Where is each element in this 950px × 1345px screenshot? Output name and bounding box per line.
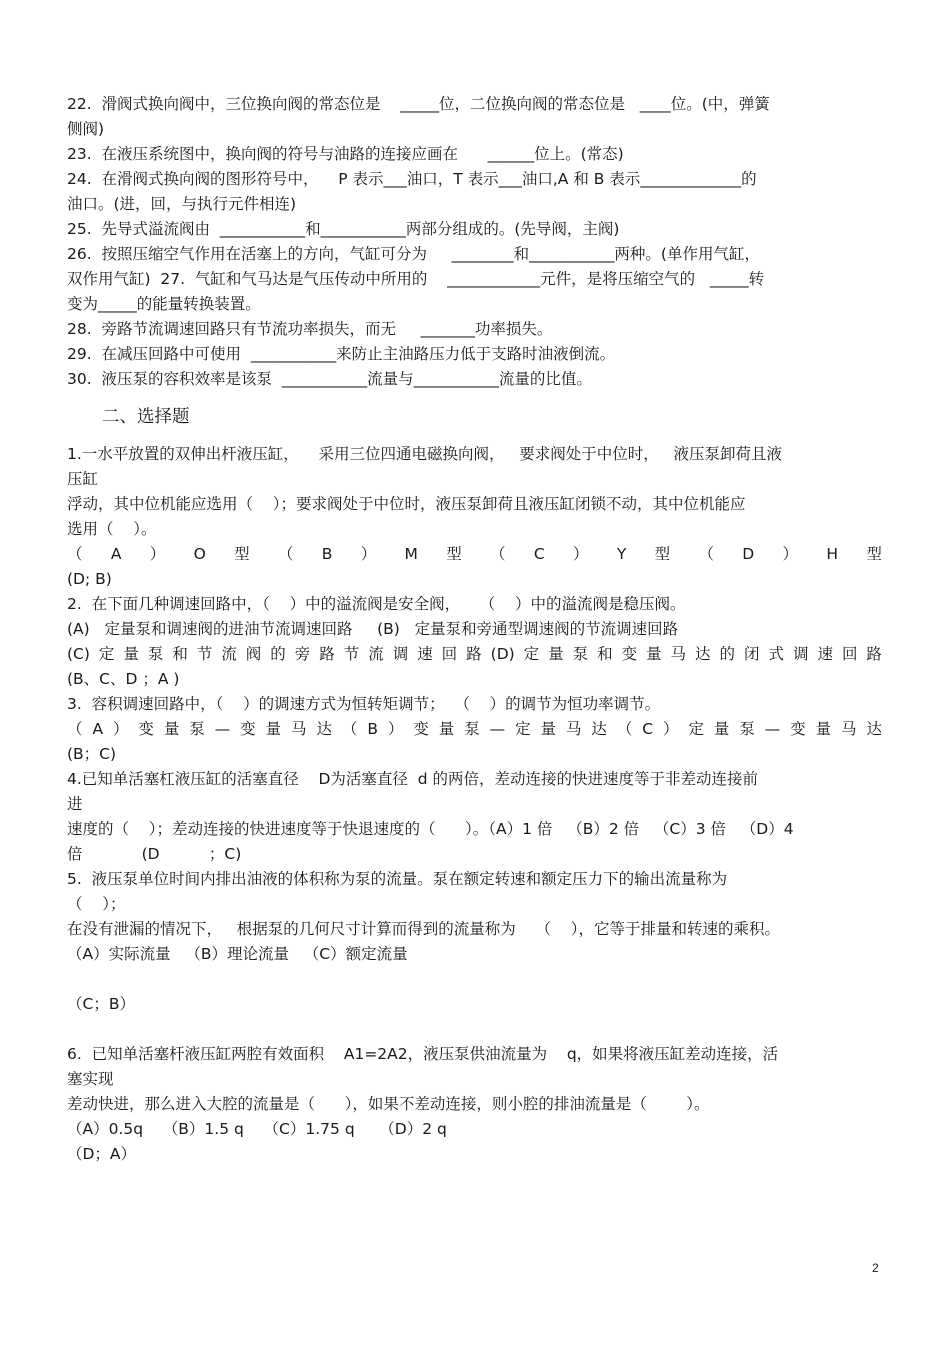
q3-token: 达 bbox=[866, 720, 882, 738]
q5-answer: （C；B） bbox=[67, 995, 135, 1013]
q2-token: 式 bbox=[768, 645, 784, 663]
section-heading: 二、选择题 bbox=[102, 407, 190, 427]
q6-line1: 6. 已知单活塞杆液压缸两腔有效面积 A1=2A2，液压泵供油流量为 q，如果将液压缸差动连接，活 bbox=[67, 1045, 779, 1063]
q2-token: 旁 bbox=[294, 645, 311, 663]
q1-line2: 压缸 bbox=[67, 470, 99, 488]
q24-line1: 24. 在滑阀式换向阀的图形符号中， P 表示___油口，T 表示___油口,A 和 B 表示_____________的 bbox=[67, 170, 757, 188]
q3-token: （ bbox=[341, 720, 358, 738]
q1-opt-token: M bbox=[404, 545, 418, 563]
q3-token: 量 bbox=[265, 720, 282, 738]
q2-token: 定 bbox=[98, 645, 115, 663]
q3-token: 泵 bbox=[464, 720, 480, 738]
q2-token: 调 bbox=[392, 645, 409, 663]
q4-line3: 速度的（ ）；差动连接的快进速度等于快退速度的（ ）。（A）1 倍 （B）2 倍 （C）3 倍 （D）4 bbox=[67, 820, 794, 838]
q2-token: 速 bbox=[817, 645, 833, 663]
q3-options bbox=[67, 718, 882, 740]
page-number: 2 bbox=[872, 1261, 879, 1275]
q2-line1: 2. 在下面几种调速回路中，（ ）中的溢流阀是安全阀， （ ）中的溢流阀是稳压阀。 bbox=[67, 595, 686, 613]
q2-token: 回 bbox=[841, 645, 858, 663]
q4-line2: 进 bbox=[67, 795, 83, 813]
q28-line1: 28. 旁路节流调速回路只有节流功率损失，而无 _______功率损失。 bbox=[67, 320, 553, 338]
q4-line1: 4.已知单活塞杠液压缸的活塞直径 D为活塞直径 d 的两倍，差动连接的快进速度等于非差动连接前 bbox=[67, 770, 759, 788]
q2-token: 量 bbox=[646, 645, 662, 663]
q3-token: — bbox=[764, 720, 781, 738]
q1-opt-token: （ bbox=[67, 545, 83, 563]
q2-token: 定 bbox=[523, 645, 540, 663]
q1-opt-token: A bbox=[110, 545, 122, 563]
q3-token: （ bbox=[616, 720, 633, 738]
q1-line3: 浮动，其中位机能应选用（ ）；要求阀处于中位时，液压泵卸荷且液压缸闭锁不动，其中位机能应 bbox=[67, 495, 746, 513]
q3-token: 变 bbox=[790, 720, 806, 738]
q1-opt-token: 型 bbox=[446, 545, 462, 563]
q25-line1: 25. 先导式溢流阀由 ___________和___________两部分组成的。(先导阀，主阀) bbox=[67, 220, 620, 238]
q2-token: 的 bbox=[270, 645, 286, 663]
q1-answer: (D; B) bbox=[67, 570, 112, 588]
q1-opt-token: （ bbox=[277, 545, 294, 563]
q3-token: ） bbox=[112, 720, 129, 738]
q1-opt-token: ） bbox=[149, 545, 166, 563]
q3-token: （ bbox=[67, 720, 83, 738]
q2-token: 阀 bbox=[245, 645, 262, 663]
q3-token: 定 bbox=[515, 720, 531, 738]
q3-token: — bbox=[214, 720, 231, 738]
q2-token: 马 bbox=[670, 645, 687, 663]
q1-opt-token: 型 bbox=[654, 545, 671, 563]
q3-token: B bbox=[367, 720, 378, 738]
q1-opt-token: （ bbox=[490, 545, 506, 563]
q2-token: 回 bbox=[441, 645, 458, 663]
q1-opt-token: ） bbox=[573, 545, 589, 563]
q3-token: ） bbox=[663, 720, 679, 738]
q5-line2: （ ）； bbox=[67, 895, 126, 913]
q3-token: 定 bbox=[688, 720, 704, 738]
q2-token: 闭 bbox=[744, 645, 760, 663]
q2-token: 调 bbox=[792, 645, 809, 663]
q1-opt-token: ） bbox=[782, 545, 799, 563]
q3-token: 变 bbox=[240, 720, 256, 738]
q2-token: 量 bbox=[548, 645, 564, 663]
q3-token: 量 bbox=[163, 720, 180, 738]
q2-token: 泵 bbox=[572, 645, 589, 663]
q3-token: 达 bbox=[591, 720, 607, 738]
q4-line4: 倍 (D ；C) bbox=[67, 845, 242, 863]
q26-line2: 双作用气缸) 27. 气缸和气马达是气压传动中所用的 ____________元件，是将压缩空气的 _____转 bbox=[67, 270, 765, 288]
q3-token: 马 bbox=[565, 720, 582, 738]
q29-line1: 29. 在减压回路中可使用 ___________来防止主油路压力低于支路时油液倒流。 bbox=[67, 345, 616, 363]
q2-token: 的 bbox=[719, 645, 736, 663]
q6-line4: （A）0.5q （B）1.5 q （C）1.75 q （D）2 q bbox=[67, 1120, 447, 1138]
q1-opt-token: 型 bbox=[234, 545, 250, 563]
q1-opt-token: B bbox=[321, 545, 333, 563]
q2-answer: (B、C、D ；A ) bbox=[67, 670, 180, 688]
q3-token: 马 bbox=[291, 720, 307, 738]
q1-opt-token: 型 bbox=[866, 545, 882, 563]
q3-token: 量 bbox=[713, 720, 730, 738]
q1-line1: 1.一水平放置的双伸出杆液压缸， 采用三位四通电磁换向阀， 要求阀处于中位时， 液压泵卸荷且液 bbox=[67, 445, 783, 463]
q1-opt-token: O bbox=[193, 545, 206, 563]
q30-line1: 30. 液压泵的容积效率是该泵 ___________流量与___________流量的比值。 bbox=[67, 370, 592, 388]
q3-token: — bbox=[489, 720, 506, 738]
q24-line2: 油口。(进，回，与执行元件相连) bbox=[67, 195, 297, 213]
q2-token: 和 bbox=[172, 645, 188, 663]
q2-token: (D) bbox=[490, 645, 515, 663]
q23-line1: 23. 在液压系统图中，换向阀的符号与油路的连接应画在 ______位上。(常态) bbox=[67, 145, 624, 163]
q2-token: 流 bbox=[368, 645, 384, 663]
q1-opt-token: D bbox=[742, 545, 755, 563]
q3-answer: (B；C) bbox=[67, 745, 117, 763]
q27-line2: 变为_____的能量转换装置。 bbox=[67, 295, 261, 313]
q5-line4: （A）实际流量 （B）理论流量 （C）额定流量 bbox=[67, 945, 408, 963]
q3-token: 达 bbox=[316, 720, 332, 738]
q22-line2: 侧阀) bbox=[67, 120, 105, 138]
q2-token: 和 bbox=[597, 645, 613, 663]
q3-token: 变 bbox=[138, 720, 154, 738]
q3-token: 变 bbox=[413, 720, 429, 738]
q3-token: 泵 bbox=[189, 720, 205, 738]
q3-token: C bbox=[642, 720, 654, 738]
q2-line2: (A) 定量泵和调速阀的进油节流调速回路 (B) 定量泵和旁通型调速阀的节流调速回路 bbox=[67, 620, 679, 638]
q1-opt-token: （ bbox=[698, 545, 714, 563]
q2-token: 速 bbox=[417, 645, 433, 663]
q2-token: 流 bbox=[221, 645, 237, 663]
q3-token: 马 bbox=[841, 720, 857, 738]
q3-line1: 3. 容积调速回路中，（ ）的调速方式为恒转矩调节； （ ）的调节为恒功率调节。 bbox=[67, 695, 661, 713]
q1-opt-token: Y bbox=[616, 545, 627, 563]
q3-token: 量 bbox=[815, 720, 832, 738]
q1-options bbox=[67, 543, 882, 565]
q5-line3: 在没有泄漏的情况下， 根据泵的几何尺寸计算而得到的流量称为 （ ），它等于排量和转速的乘积。 bbox=[67, 920, 780, 938]
q6-line3: 差动快进，那么进入大腔的流量是（ ），如果不差动连接，则小腔的排油流量是（ ）。 bbox=[67, 1095, 710, 1113]
q2-token: 路 bbox=[319, 645, 335, 663]
q2-token: 路 bbox=[866, 645, 882, 663]
q3-token: 泵 bbox=[739, 720, 755, 738]
q2-token: 节 bbox=[196, 645, 213, 663]
q1-opt-token: ） bbox=[360, 545, 377, 563]
q2-token: 量 bbox=[123, 645, 139, 663]
q2-token: 达 bbox=[695, 645, 711, 663]
q3-token: A bbox=[92, 720, 104, 738]
q26-line1: 26. 按照压缩空气作用在活塞上的方向，气缸可分为 ________和___________两种。(单作用气缸， bbox=[67, 245, 760, 263]
q22-line1: 22. 滑阀式换向阀中，三位换向阀的常态位是 _____位，二位换向阀的常态位是 ____位。(中，弹簧 bbox=[67, 95, 770, 113]
q3-token: 量 bbox=[540, 720, 557, 738]
q1-line4: 选用（ ）。 bbox=[67, 520, 157, 538]
q6-line2: 塞实现 bbox=[67, 1070, 114, 1088]
q6-answer: （D；A） bbox=[67, 1145, 137, 1163]
q2-line3 bbox=[67, 643, 882, 665]
q5-line1: 5. 液压泵单位时间内排出油液的体积称为泵的流量。泵在额定转速和额定压力下的输出流量称为 bbox=[67, 870, 728, 888]
q1-opt-token: H bbox=[826, 545, 839, 563]
q3-token: ） bbox=[387, 720, 404, 738]
q3-token: 量 bbox=[438, 720, 455, 738]
q2-token: (C) bbox=[67, 645, 90, 663]
q1-opt-token: C bbox=[533, 545, 545, 563]
q2-token: 泵 bbox=[147, 645, 164, 663]
q2-token: 路 bbox=[466, 645, 482, 663]
q2-token: 节 bbox=[343, 645, 360, 663]
q2-token: 变 bbox=[621, 645, 638, 663]
